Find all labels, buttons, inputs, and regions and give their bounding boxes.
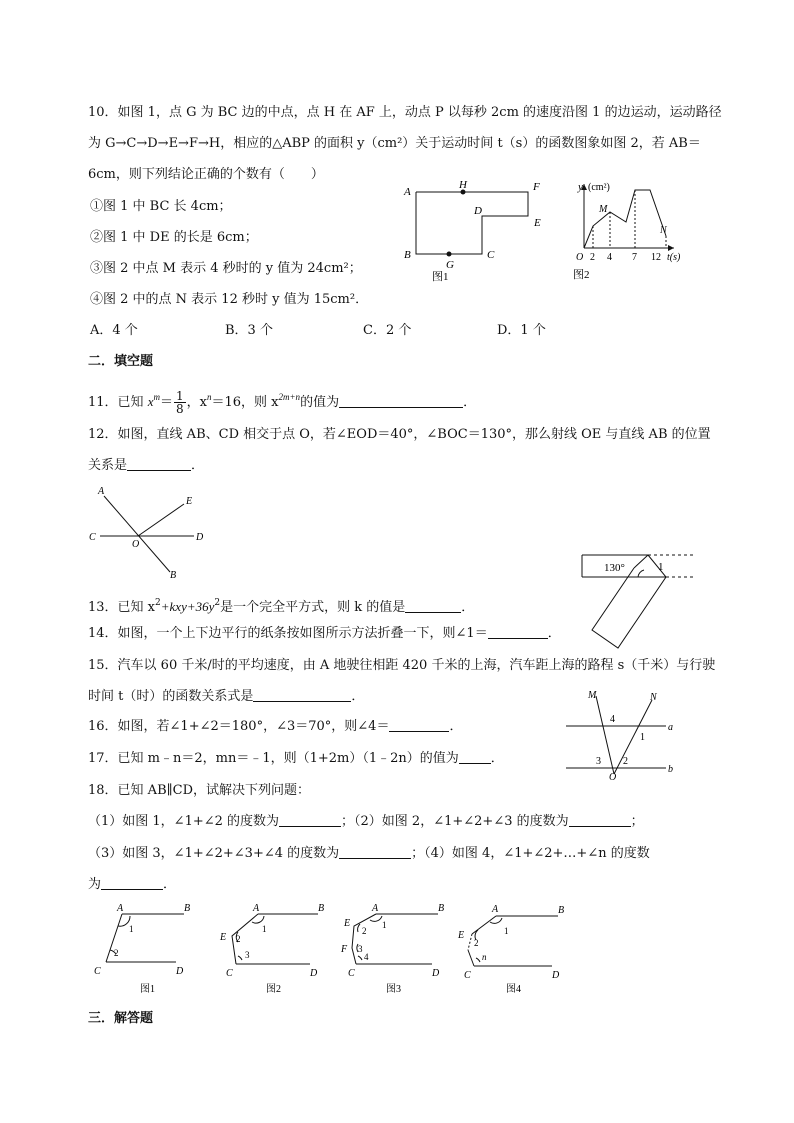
q10-figure-1 bbox=[398, 178, 550, 288]
q13-prefix: 13．已知 x bbox=[88, 600, 156, 615]
q10-statement-2: ②图 1 中 DE 的长是 6cm； bbox=[90, 230, 258, 245]
q11-exp-n: n bbox=[206, 392, 212, 402]
q12-figure bbox=[86, 484, 208, 580]
q14-answer-blank[interactable] bbox=[488, 625, 548, 639]
q16-end: ． bbox=[449, 719, 463, 734]
fig2-label-a: A bbox=[253, 903, 260, 914]
angle-130-label: 130° bbox=[604, 562, 625, 574]
fig4-label-c: C bbox=[464, 970, 471, 981]
fig3-angle-4: 4 bbox=[364, 952, 369, 962]
q18-figure-3 bbox=[336, 898, 452, 998]
fig2-angle-1: 1 bbox=[262, 924, 267, 934]
fig4-label-d: D bbox=[552, 970, 560, 981]
angle-4: 4 bbox=[610, 714, 615, 725]
q14-figure bbox=[578, 550, 702, 652]
q13-sq2: 2 bbox=[214, 598, 221, 608]
tick-7: 7 bbox=[632, 252, 637, 263]
fig3-label-f: F bbox=[341, 944, 348, 955]
label-f: F bbox=[533, 181, 540, 193]
fig1-label-d: D bbox=[176, 966, 184, 977]
q17-answer-blank[interactable] bbox=[459, 750, 491, 764]
fig3-angle-1: 1 bbox=[382, 920, 387, 930]
fig4-label-e: E bbox=[458, 930, 465, 941]
fig1-caption: 图1 bbox=[140, 984, 155, 995]
q14 bbox=[88, 625, 561, 643]
q13-end: ． bbox=[461, 600, 475, 615]
fig4-angle-2: 2 bbox=[474, 938, 479, 948]
fig3-caption: 图3 bbox=[386, 984, 401, 995]
label-h: H bbox=[459, 179, 467, 191]
angle-1: 1 bbox=[640, 732, 645, 743]
q18-answer-blank-3[interactable] bbox=[339, 845, 411, 859]
fig2-label-c: C bbox=[226, 968, 233, 979]
q18-part2: ；（2）如图 2，∠1+∠2+∠3 的度数为 bbox=[341, 814, 569, 829]
fig4-caption: 图4 bbox=[506, 984, 521, 995]
label-g: G bbox=[446, 259, 454, 271]
fig4-angle-1: 1 bbox=[504, 926, 509, 936]
q11-fraction-den: 8 bbox=[175, 402, 184, 416]
q10-option-c[interactable]: C．2 个 bbox=[363, 323, 412, 338]
q17 bbox=[88, 750, 504, 768]
section-2-heading: 二．填空题 bbox=[88, 354, 154, 369]
q14-end: ． bbox=[547, 626, 561, 641]
q10-option-d[interactable]: D．1 个 bbox=[497, 323, 546, 338]
q10-figure-2 bbox=[568, 176, 688, 286]
q10-statement-1: ①图 1 中 BC 长 4cm； bbox=[90, 199, 232, 214]
q13-mid: +kxy+36y bbox=[160, 599, 215, 614]
q11-equals: ＝ bbox=[159, 395, 173, 410]
label-d: D bbox=[196, 532, 204, 543]
label-c: C bbox=[487, 249, 495, 261]
fig2-angle-3: 3 bbox=[245, 950, 250, 960]
q16-figure bbox=[560, 686, 682, 780]
q15-line1: 15．汽车以 60 千米/时的平均速度，由 A 地驶往相距 420 千米的上海，汽车距上海的路程 s（千米）与行驶 bbox=[88, 658, 716, 673]
q11-exp-m: m bbox=[153, 392, 160, 402]
q13-post: 是一个完全平方式，则 k 的值是 bbox=[220, 600, 406, 615]
q10-statement-3: ③图 2 中点 M 表示 4 秒时的 y 值为 24cm²； bbox=[90, 261, 362, 276]
q16 bbox=[88, 718, 462, 736]
tick-12: 12 bbox=[651, 252, 661, 263]
fig1-angle-1: 1 bbox=[129, 924, 134, 934]
fig3-label-d: D bbox=[432, 968, 440, 979]
q10-statement-4: ④图 2 中的点 N 表示 12 秒时 y 值为 15cm²． bbox=[90, 292, 369, 307]
q11-x: x bbox=[147, 394, 154, 409]
q18-part3: （3）如图 3，∠1+∠2+∠3+∠4 的度数为 bbox=[88, 846, 340, 861]
label-o: O bbox=[132, 539, 140, 550]
q15-line2-text: 时间 t（时）的函数关系式是 bbox=[88, 689, 254, 704]
q13-sq1: 2 bbox=[155, 598, 161, 608]
fig4-label-b: B bbox=[558, 905, 565, 916]
q10-line3: 6cm，则下列结论正确的个数有（ ） bbox=[88, 167, 324, 182]
q10-option-b[interactable]: B．3 个 bbox=[225, 323, 273, 338]
fig4-label-a: A bbox=[492, 904, 499, 915]
q18-line3 bbox=[88, 845, 650, 863]
fig2-angle-2: 2 bbox=[236, 934, 241, 944]
q18-line1: 18．已知 AB∥CD，试解决下列问题： bbox=[88, 783, 310, 798]
q13 bbox=[88, 594, 474, 617]
fig4-angle-n: n bbox=[482, 952, 487, 962]
q10-line1: 10．如图 1，点 G 为 BC 边的中点，点 H 在 AF 上，动点 P 以每秒 2cm 的速度沿图 1 的边运动，运动路径 bbox=[88, 105, 722, 120]
q13-answer-blank[interactable] bbox=[405, 599, 461, 613]
fig3-label-e: E bbox=[344, 918, 351, 929]
label-a: a bbox=[668, 722, 673, 733]
fig1-label-b: B bbox=[184, 903, 191, 914]
q18-end: ． bbox=[163, 877, 177, 892]
fig3-label-c: C bbox=[348, 968, 355, 979]
label-b: B bbox=[170, 570, 177, 580]
fig1-label-c: C bbox=[94, 966, 101, 977]
q15-line2 bbox=[88, 688, 364, 706]
label-m: M bbox=[599, 204, 608, 215]
q10-line2: 为 G→C→D→E→F→H，相应的△ABP 的面积 y（cm²）关于运动时间 t（s）的函数图象如图 2，若 AB＝ bbox=[88, 136, 701, 151]
tick-2: 2 bbox=[590, 252, 595, 263]
q12-line2 bbox=[88, 457, 204, 475]
figure-1-caption: 图1 bbox=[432, 271, 449, 283]
q10-option-a[interactable]: A．4 个 bbox=[90, 323, 138, 338]
axis-y-label: y bbox=[578, 181, 583, 193]
q11-answer-blank[interactable] bbox=[339, 394, 463, 408]
q11-fraction-num: 1 bbox=[175, 389, 184, 403]
q11-mid: ，x bbox=[186, 395, 207, 410]
q11 bbox=[88, 388, 476, 415]
fig3-angle-3: 3 bbox=[358, 944, 363, 954]
q12-line1: 12．如图，直线 AB、CD 相交于点 O，若∠EOD＝40°，∠BOC＝130°，那么射线 OE 与直线 AB 的位置 bbox=[88, 427, 711, 442]
label-d: D bbox=[474, 205, 482, 217]
q18-figure-2 bbox=[212, 898, 334, 998]
q11-eq2: ＝16，则 x bbox=[211, 395, 279, 410]
label-a: A bbox=[98, 486, 105, 497]
q18-answer-blank-1[interactable] bbox=[279, 813, 341, 827]
q17-text: 17．已知 m﹣n＝2，mn＝﹣1，则（1+2m）（1﹣2n）的值为 bbox=[88, 751, 459, 766]
q18-figure-1 bbox=[88, 898, 204, 998]
label-c: C bbox=[89, 532, 96, 543]
label-m: M bbox=[588, 690, 597, 701]
axis-y-unit: (cm²) bbox=[588, 182, 610, 193]
q18-answer-blank-4[interactable] bbox=[101, 876, 163, 890]
q18-part4: ；（4）如图 4，∠1+∠2+…+∠n 的度数 bbox=[411, 846, 650, 861]
fig3-angle-2: 2 bbox=[362, 926, 367, 936]
q11-fraction bbox=[174, 390, 186, 415]
q12-line2-text: 关系是 bbox=[88, 458, 128, 473]
label-e: E bbox=[186, 496, 193, 507]
q12-answer-blank[interactable] bbox=[127, 457, 191, 471]
q18-line2 bbox=[88, 813, 644, 831]
q18-line4-text: 为 bbox=[88, 877, 102, 892]
label-a: A bbox=[404, 186, 411, 198]
q11-prefix: 11．已知 bbox=[88, 395, 148, 410]
fig3-label-b: B bbox=[438, 903, 445, 914]
q16-answer-blank[interactable] bbox=[389, 718, 449, 732]
label-n: N bbox=[650, 692, 657, 703]
fig1-label-a: A bbox=[117, 903, 124, 914]
q18-line4 bbox=[88, 876, 176, 894]
axis-t-label: t(s) bbox=[667, 252, 681, 263]
q17-end: ． bbox=[490, 751, 504, 766]
label-b: b bbox=[668, 764, 673, 775]
q14-text: 14．如图，一个上下边平行的纸条按如图所示方法折叠一下，则∠1＝ bbox=[88, 626, 488, 641]
label-b: B bbox=[404, 249, 411, 261]
fig2-label-d: D bbox=[310, 968, 318, 979]
q16-text: 16．如图，若∠1+∠2＝180°，∠3＝70°，则∠4＝ bbox=[88, 719, 390, 734]
q18-part1: （1）如图 1，∠1+∠2 的度数为 bbox=[88, 814, 280, 829]
fig2-label-b: B bbox=[318, 903, 325, 914]
label-origin: O bbox=[576, 252, 584, 263]
fig2-label-e: E bbox=[220, 932, 227, 943]
q18-figure-4 bbox=[454, 898, 578, 998]
q11-exp-2mn: 2m+n bbox=[278, 392, 301, 402]
angle-3: 3 bbox=[596, 756, 601, 767]
point-g bbox=[447, 252, 452, 257]
q15-end: ． bbox=[351, 689, 365, 704]
q11-post: 的值为 bbox=[300, 395, 340, 410]
angle-1-label: 1 bbox=[658, 561, 664, 573]
angle-2: 2 bbox=[623, 756, 628, 767]
fig3-label-a: A bbox=[372, 903, 379, 914]
q11-end: ． bbox=[463, 395, 477, 410]
q18-part2-end: ； bbox=[630, 814, 644, 829]
label-e: E bbox=[534, 217, 541, 229]
label-o: O bbox=[609, 772, 617, 780]
q18-answer-blank-2[interactable] bbox=[569, 813, 631, 827]
tick-4: 4 bbox=[607, 252, 612, 263]
fig1-angle-2: 2 bbox=[114, 948, 119, 958]
q15-answer-blank[interactable] bbox=[253, 688, 351, 702]
figure-2-caption: 图2 bbox=[573, 269, 590, 281]
fig2-caption: 图2 bbox=[266, 984, 281, 995]
label-n: N bbox=[660, 225, 667, 236]
section-3-heading: 三．解答题 bbox=[88, 1011, 154, 1026]
q12-end: ． bbox=[191, 458, 205, 473]
